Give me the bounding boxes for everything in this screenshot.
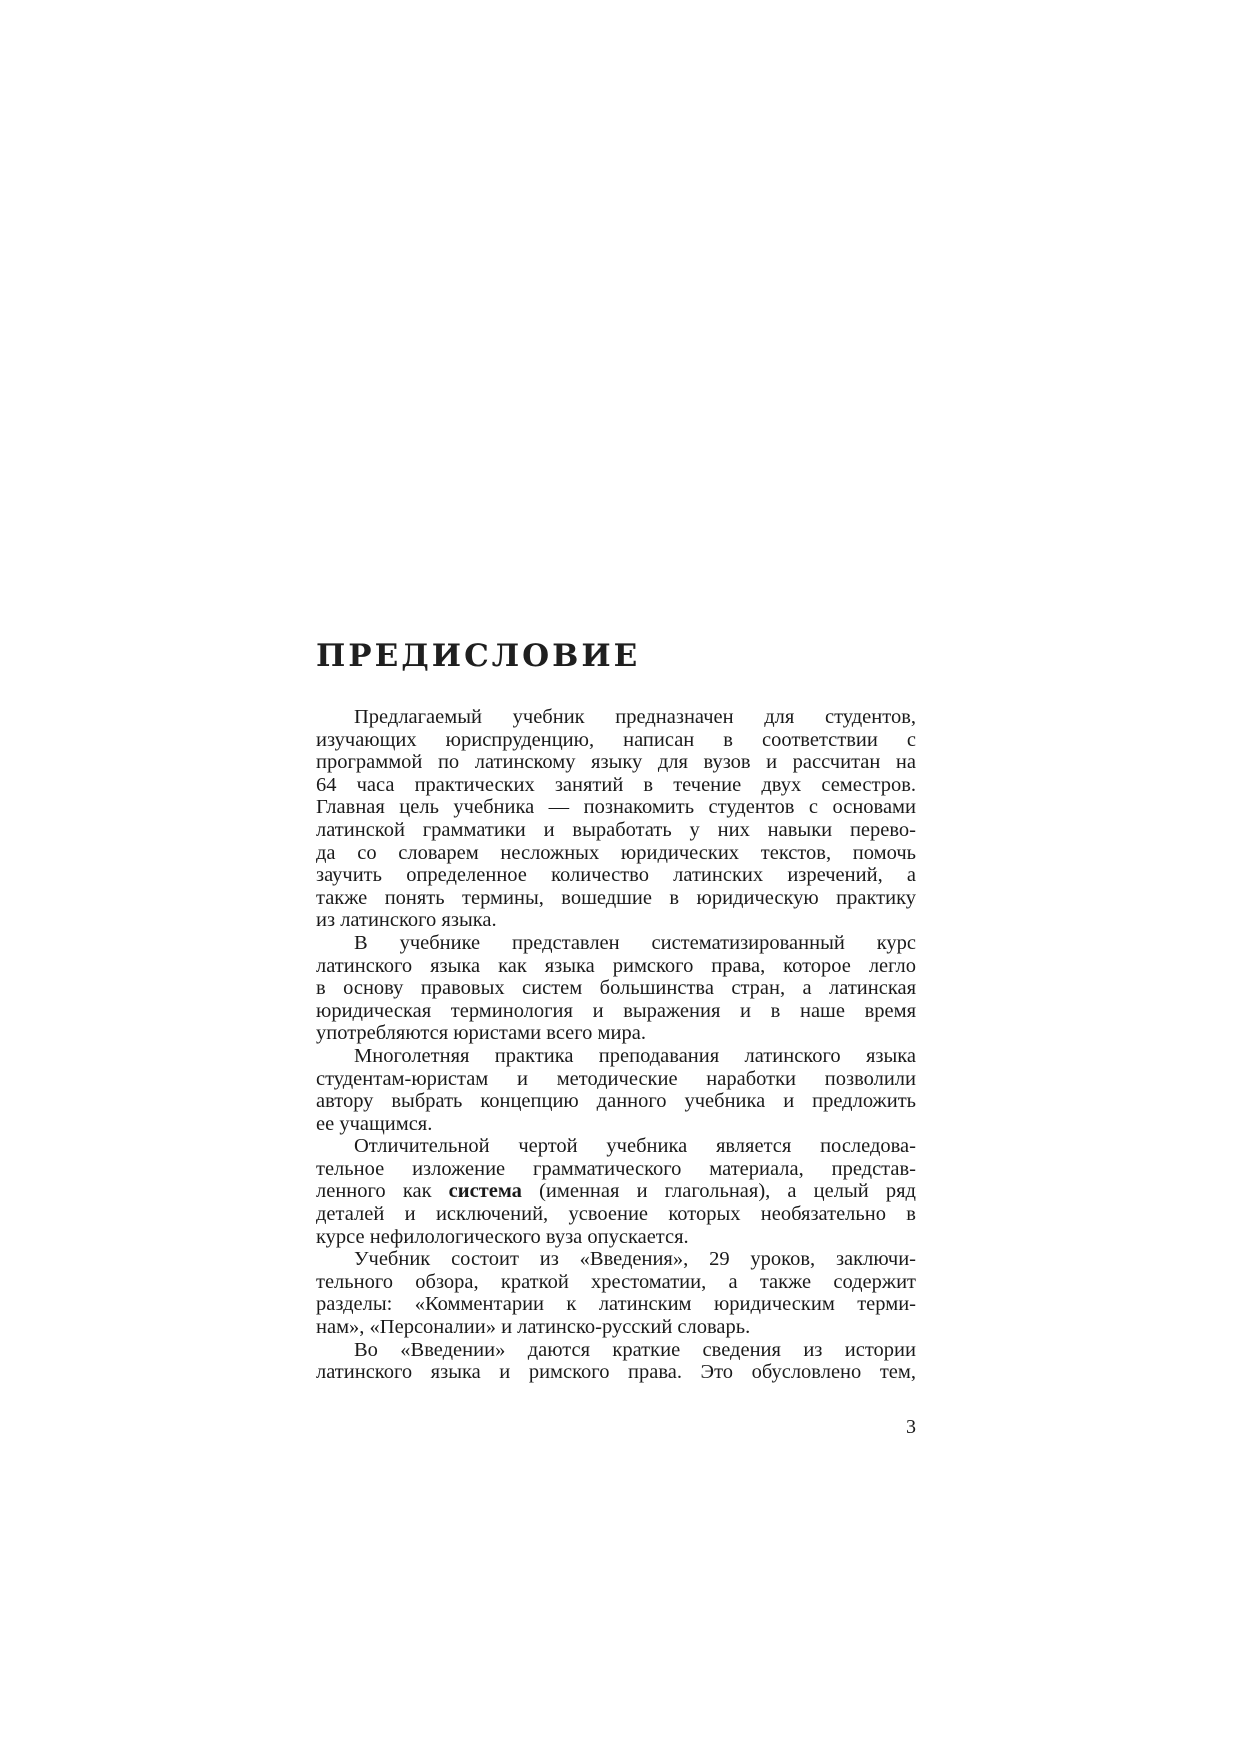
text-line: 64 часа практических занятий в течение двух семестров.	[316, 773, 916, 796]
chapter-heading: ПРЕДИСЛОВИЕ	[316, 638, 641, 674]
paragraph	[316, 932, 916, 1045]
text-line: тельного обзора, краткой хрестоматии, а также содержит	[316, 1270, 916, 1293]
text-line: ее учащимся.	[316, 1112, 433, 1135]
text-line: автору выбрать концепцию данного учебника и предложить	[316, 1090, 916, 1113]
text-line: в основу правовых систем большинства стран, а латинская	[316, 977, 916, 1000]
text-line: нам», «Персоналии» и латинско-русский словарь.	[316, 1316, 751, 1339]
paragraph	[316, 706, 916, 932]
text-line: также понять термины, вошедшие в юридическую практику	[316, 886, 916, 909]
text-line: юридическая терминология и выражения и в наше время	[316, 999, 916, 1022]
text-line: курсе нефилологического вуза опускается.	[316, 1225, 689, 1248]
text-line: заучить определенное количество латинских изречений, а	[316, 864, 916, 887]
text-line: Учебник состоит из «Введения», 29 уроков, заключи-	[354, 1248, 916, 1271]
text-line: деталей и исключений, усвоение которых необязательно в	[316, 1203, 916, 1226]
text-line: Во «Введении» даются краткие сведения из истории	[354, 1338, 916, 1361]
page-number: 3	[906, 1416, 916, 1438]
paragraph	[316, 1339, 916, 1384]
text-line: латинской грамматики и выработать у них навыки перево-	[316, 818, 916, 841]
text-line: латинского языка как языка римского права, которое легло	[316, 954, 916, 977]
text-line: из латинского языка.	[316, 909, 497, 932]
text-line: разделы: «Комментарии к латинским юридическим терми-	[316, 1293, 916, 1316]
text-line: программой по латинскому языку для вузов и рассчитан на	[316, 751, 916, 774]
emphasized-term: система	[448, 1180, 522, 1203]
text-line: студентам-юристам и методические наработки позволили	[316, 1067, 916, 1090]
paragraph	[316, 1248, 916, 1338]
text-line: Отличительной чертой учебника является последова-	[354, 1135, 916, 1158]
text-line: латинского языка и римского права. Это обусловлено тем,	[316, 1361, 916, 1384]
text-line: употребляются юристами всего мира.	[316, 1022, 646, 1045]
text-line: тельное изложение грамматического материала, представ-	[316, 1157, 916, 1180]
paragraph	[316, 1045, 916, 1135]
text-fragment: (именная и глагольная), а целый ряд	[521, 1180, 916, 1203]
text-line: изучающих юриспруденцию, написан в соответствии с	[316, 728, 916, 751]
paragraph	[316, 1135, 916, 1248]
text-line: Главная цель учебника — познакомить студентов с основами	[316, 796, 916, 819]
text-fragment: ленного как	[316, 1180, 449, 1203]
text-line: В учебнике представлен систематизированный курс	[354, 931, 916, 954]
text-line: Многолетняя практика преподавания латинского языка	[354, 1044, 916, 1067]
text-line: да со словарем несложных юридических текстов, помочь	[316, 841, 916, 864]
text-line-with-emphasis	[316, 1180, 916, 1203]
body-text	[316, 706, 916, 1384]
text-line: Предлагаемый учебник предназначен для студентов,	[354, 706, 916, 728]
